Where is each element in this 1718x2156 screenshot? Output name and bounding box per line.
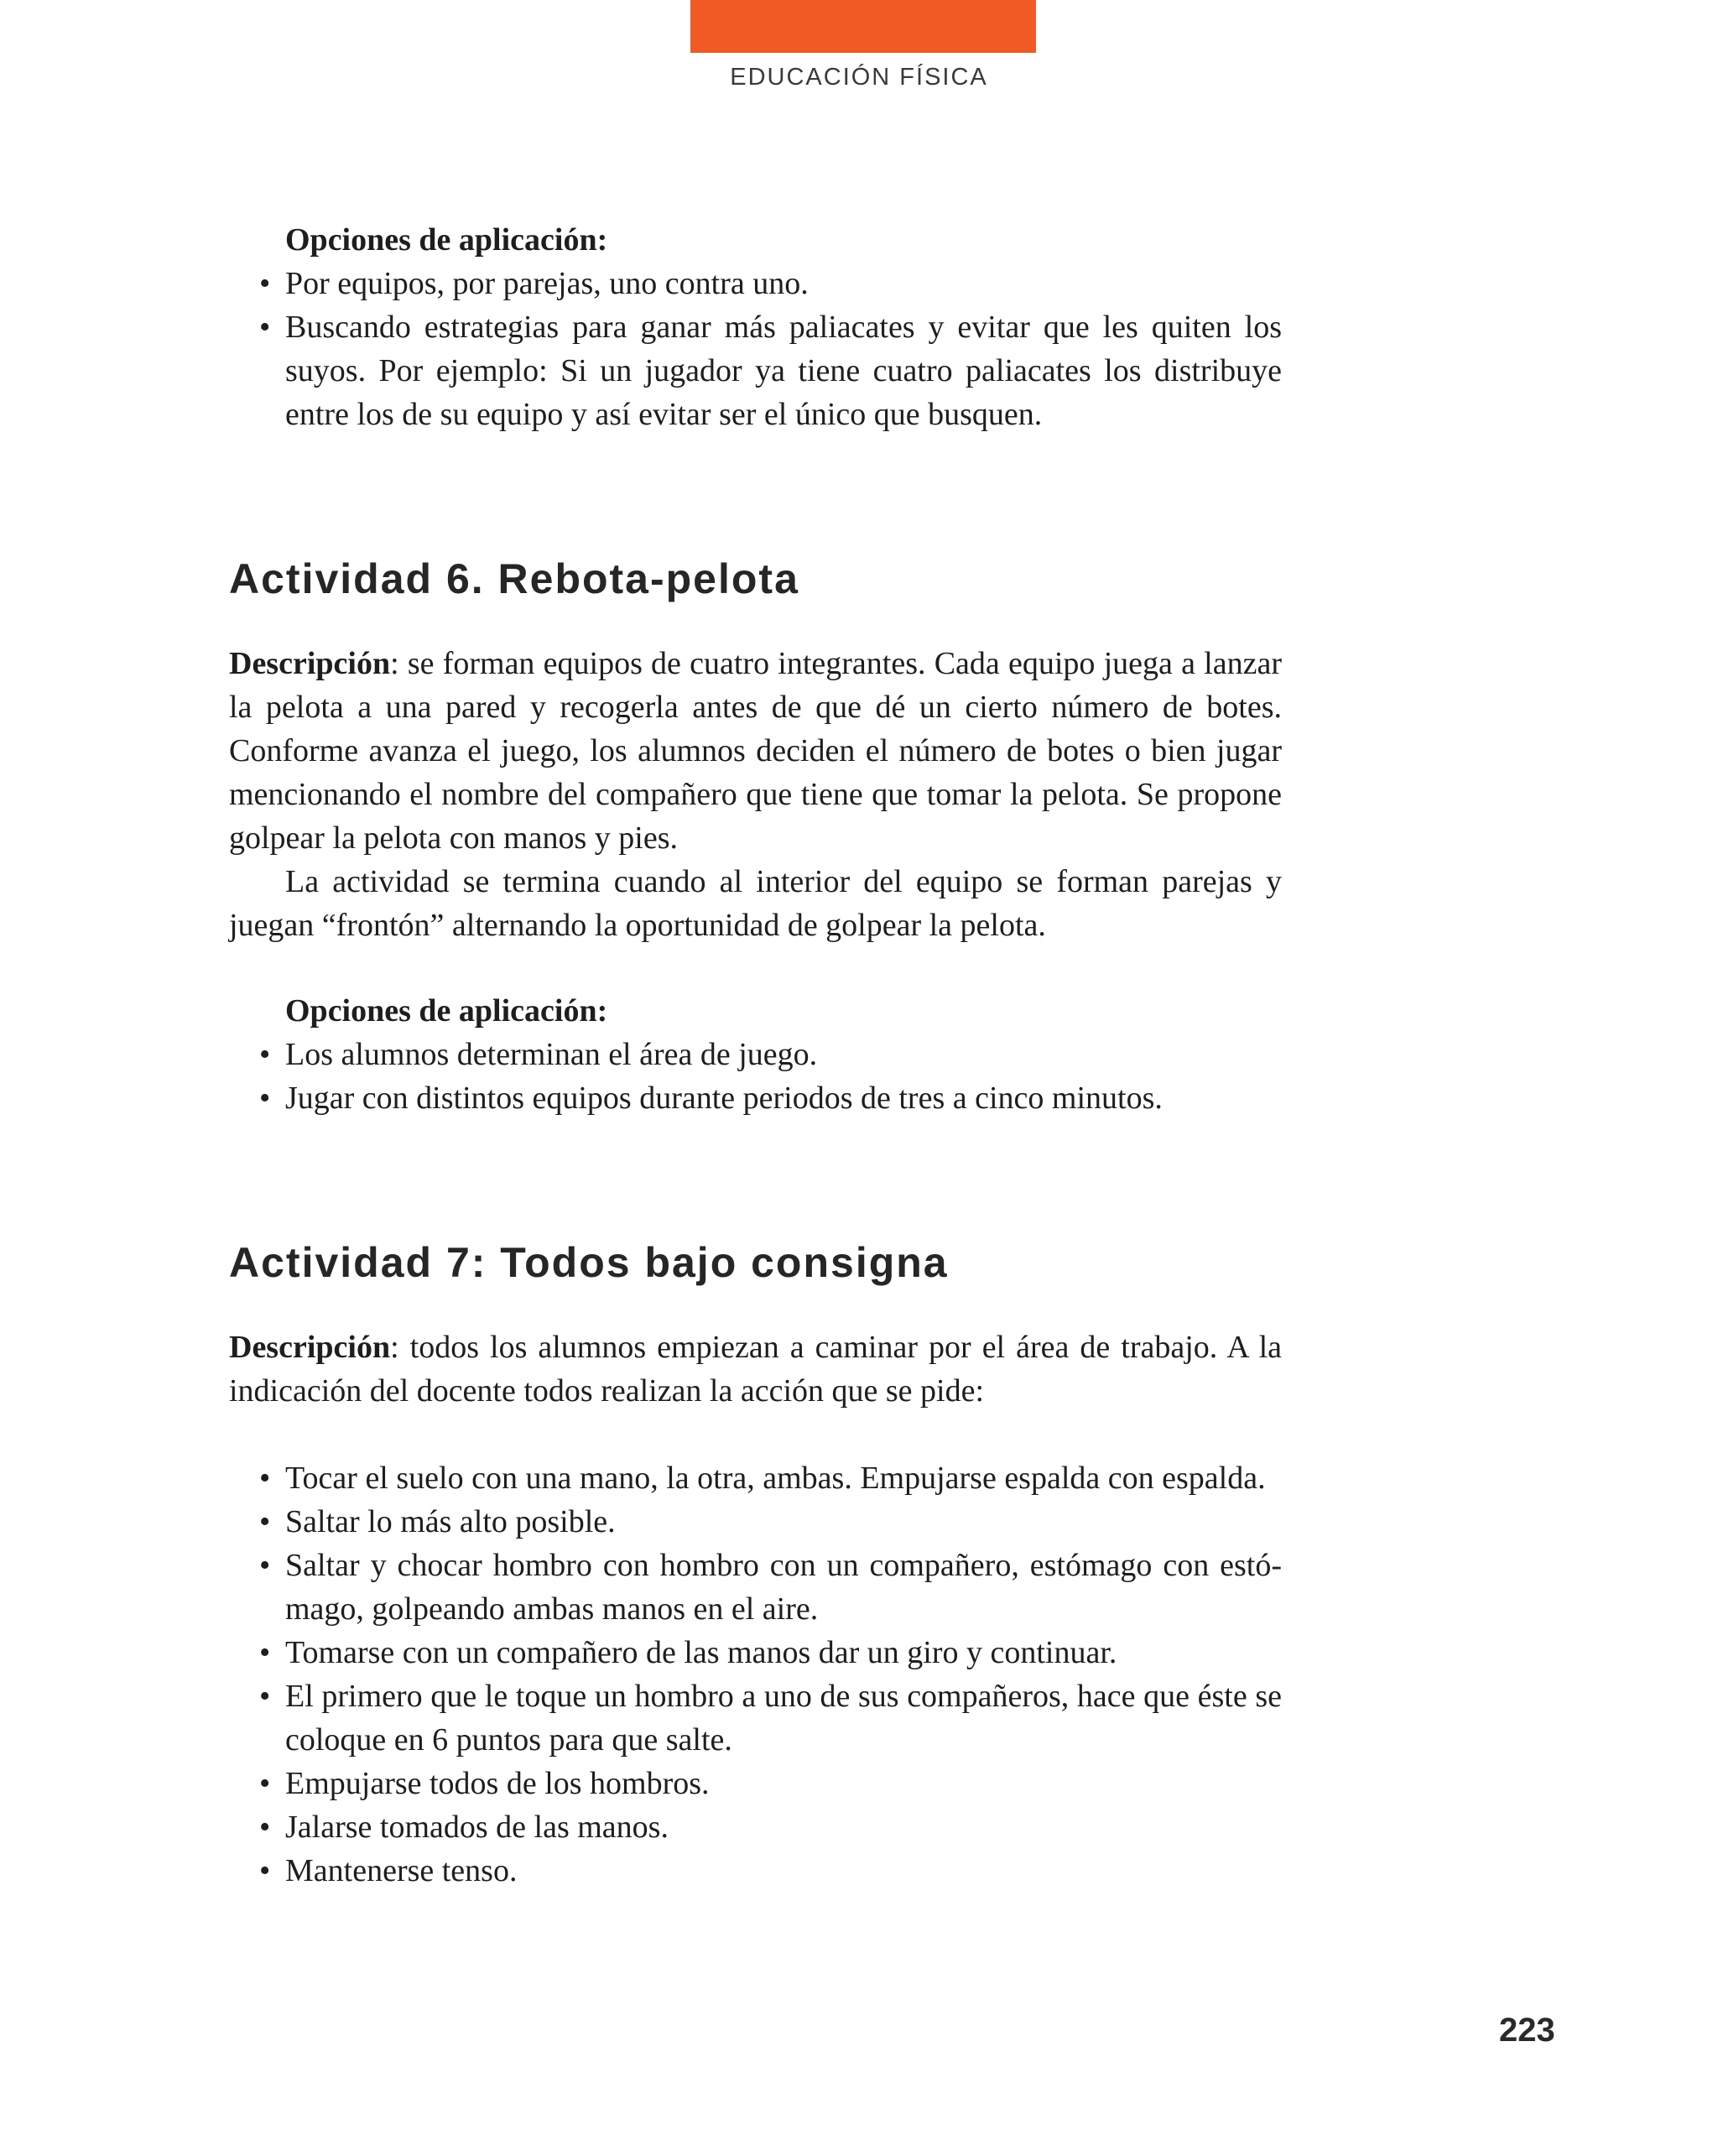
bullet-icon: • <box>259 1037 271 1072</box>
page-number: 223 <box>1499 2012 1555 2049</box>
list-item: • Empujarse todos de los hombros. <box>229 1762 1282 1805</box>
list-item: • Saltar y chocar hombro con hombro con un compañero, estómago con estómago, golpeando ambas manos en el aire. <box>229 1544 1282 1631</box>
activity-6-paragraph-2: La actividad se termina cuando al interior del equipo se forman parejas y juegan “frontón” alternando la oportunidad de golpear la pelota. <box>229 864 1282 943</box>
activity-6-title: Actividad 6. Rebota-pelota <box>229 555 799 602</box>
list-item: • Mantenerse tenso. <box>229 1849 1282 1893</box>
header-accent-tab <box>690 0 1036 53</box>
bullet-icon: • <box>259 1766 271 1801</box>
list-item: • Los alumnos determinan el área de juego. <box>229 1033 1282 1076</box>
bullet-icon: • <box>259 1504 271 1539</box>
running-header: EDUCACIÓN FÍSICA <box>730 64 988 91</box>
list-item: • El primero que le toque un hombro a uno de sus compañeros, hace que éste se coloque en 6 puntos para que salte. <box>229 1674 1282 1762</box>
bullet-icon: • <box>259 1081 271 1116</box>
list-item: • Por equipos, por parejas, uno contra uno. <box>229 262 1282 305</box>
bullet-icon: • <box>259 266 271 301</box>
options-heading: Opciones de aplicación: <box>285 222 608 258</box>
list-item: • Saltar lo más alto posible. <box>229 1500 1282 1544</box>
options-list <box>229 262 1282 436</box>
bullet-icon: • <box>259 1679 271 1714</box>
activity-7-description: Descripción: todos los alumnos empiezan a caminar por el área de trabajo. A la indicación del docente todos realizan la acción que se pide: <box>229 1330 1282 1409</box>
bullet-icon: • <box>259 1810 271 1845</box>
page-content <box>229 218 1282 1893</box>
bullet-icon: • <box>259 310 271 345</box>
bullet-icon: • <box>259 1853 271 1888</box>
bullet-icon: • <box>259 1548 271 1583</box>
bullet-icon: • <box>259 1461 271 1496</box>
list-item: • Tomarse con un compañero de las manos dar un giro y continuar. <box>229 1631 1282 1674</box>
activity-7-title: Actividad 7: Todos bajo consigna <box>229 1239 949 1286</box>
activity-6-description: Descripción: se forman equipos de cuatro integrantes. Cada equipo juega a lanzar la pelota a una pared y recogerla antes de que dé un cierto número de botes. Conforme avanza el juego, los alumnos deciden el número de botes o bien jugar mencionando el nombre del compañero que tiene que tomar la pelota. Se propone golpear la pelota con manos y pies. <box>229 646 1282 856</box>
activity-7-actions-list <box>229 1456 1282 1893</box>
list-item: • Jalarse tomados de las manos. <box>229 1805 1282 1849</box>
list-item: • Jugar con distintos equipos durante periodos de tres a cinco minutos. <box>229 1076 1282 1120</box>
activity-6-options-heading: Opciones de aplicación: <box>285 993 608 1029</box>
activity-6-options-list <box>229 1033 1282 1120</box>
list-item: • Tocar el suelo con una mano, la otra, ambas. Empujarse espalda con espalda. <box>229 1456 1282 1500</box>
bullet-icon: • <box>259 1635 271 1670</box>
list-item: • Buscando estrategias para ganar más paliacates y evitar que les quiten los suyos. Por ejemplo: Si un jugador ya tiene cuatro paliacates los distribuye entre los de su equipo y así evitar ser el único que busquen. <box>229 305 1282 436</box>
